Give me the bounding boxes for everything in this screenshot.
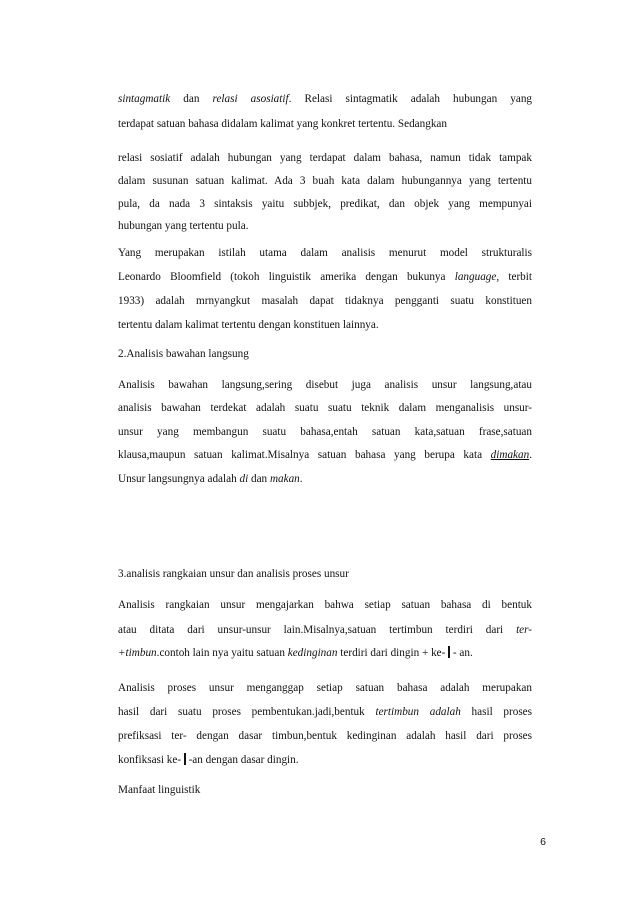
p5-line-1: Analisis rangkaian unsur mengajarkan bahwa setiap satuan bahasa di bentuk — [118, 599, 532, 611]
text-fragment: , terbit — [496, 271, 532, 283]
p3-line-1: Yang merupakan istilah utama dalam analisis menurut model strukturalis — [118, 247, 532, 259]
p4-line-5 — [118, 472, 532, 486]
p6-line-2 — [118, 705, 532, 719]
p6-line-3: prefiksasi ter- dengan dasar timbun,bentuk kedinginan adalah hasil dari proses — [118, 730, 532, 742]
p2-line-4: hubungan yang tertentu pula. — [118, 220, 249, 232]
text-fragment: konfiksasi ke- — [118, 754, 182, 766]
term-makan: makan — [269, 473, 300, 485]
section-heading-2: 2.Analisis bawahan langsung — [118, 348, 249, 360]
term-relasi-asosiatif: relasi asosiatif — [212, 93, 289, 105]
term-language: language — [454, 271, 497, 283]
text-fragment: dan — [248, 473, 270, 485]
term-ter: ter- — [516, 624, 532, 636]
p5-line-2 — [118, 623, 532, 637]
term-kedinginan: kedinginan — [287, 647, 338, 659]
p3-line-4: tertentu dalam kalimat tertentu dengan konstituen lainnya. — [118, 319, 379, 331]
text-fragment: - an. — [452, 647, 473, 659]
p5-line-3 — [118, 646, 532, 660]
term-sintagmatik: sintagmatik — [118, 93, 171, 105]
p2-line-3: pula, da nada 3 sintaksis yaitu subbjek, predikat, dan objek yang mempunyai — [118, 198, 532, 210]
p4-line-4 — [118, 448, 532, 462]
text-fragment: atau ditata dari unsur-unsur lain.Misalnya,satuan tertimbun terdiri dari — [118, 624, 517, 636]
p2-line-2: dalam susunan satuan kalimat. Ada 3 buah kata dalam hubungannya yang tertentu — [118, 175, 532, 187]
p1-line-2: terdapat satuan bahasa didalam kalimat yang konkret tertentu. Sedangkan — [118, 118, 447, 130]
section-heading-4: Manfaat linguistik — [118, 784, 201, 796]
text-fragment: Leonardo Bloomfield (tokoh linguistik amerika dengan bukunya — [118, 271, 455, 283]
p6-line-4 — [118, 753, 532, 767]
p1-line-1 — [118, 92, 532, 106]
page-number: 6 — [540, 836, 546, 848]
text-fragment: . — [529, 449, 532, 461]
p3-line-3: 1933) adalah mrnyangkut masalah dapat tidaknya pengganti suatu konstituen — [118, 295, 532, 307]
text-fragment: Unsur langsungnya adalah — [118, 473, 240, 485]
term-di: di — [239, 473, 249, 485]
term-tertimbun-adalah: tertimbun adalah — [375, 706, 461, 718]
text-fragment: hasil dari suatu proses pembentukan.jadi,bentuk — [118, 706, 376, 718]
p6-line-1: Analisis proses unsur menganggap setiap satuan bahasa adalah merupakan — [118, 682, 532, 694]
p4-line-2: analisis bawahan terdekat adalah suatu suatu teknik dalam menganalisis unsur- — [118, 402, 532, 414]
p4-line-3: unsur yang membangun suatu bahasa,entah satuan kata,satuan frase,satuan — [118, 426, 532, 438]
text-fragment: klausa,maupun satuan kalimat.Misalnya satuan bahasa yang berupa kata — [118, 449, 491, 461]
p3-line-2 — [118, 270, 532, 284]
p2-line-1: relasi sosiatif adalah hubungan yang terdapat dalam bahasa, namun tidak tampak — [118, 152, 532, 164]
text-fragment: -an dengan dasar dingin. — [188, 754, 299, 766]
text-fragment: terdiri dari dingin + ke- — [337, 647, 446, 659]
section-heading-3: 3.analisis rangkaian unsur dan analisis proses unsur — [118, 568, 349, 580]
term-dimakan: dimakan — [490, 449, 530, 461]
p4-line-1: Analisis bawahan langsung,sering disebut juga analisis unsur langsung,atau — [118, 379, 532, 391]
term-timbun: +timbun — [118, 647, 157, 659]
text-fragment: .contoh lain nya yaitu satuan — [156, 647, 288, 659]
vertical-bar — [448, 646, 450, 658]
text-fragment: . Relasi sintagmatik adalah hubungan yang — [288, 93, 533, 105]
text-fragment: dan — [170, 93, 213, 105]
text-fragment: hasil proses — [460, 706, 532, 718]
text-fragment: . — [299, 473, 303, 485]
vertical-bar — [184, 753, 186, 765]
